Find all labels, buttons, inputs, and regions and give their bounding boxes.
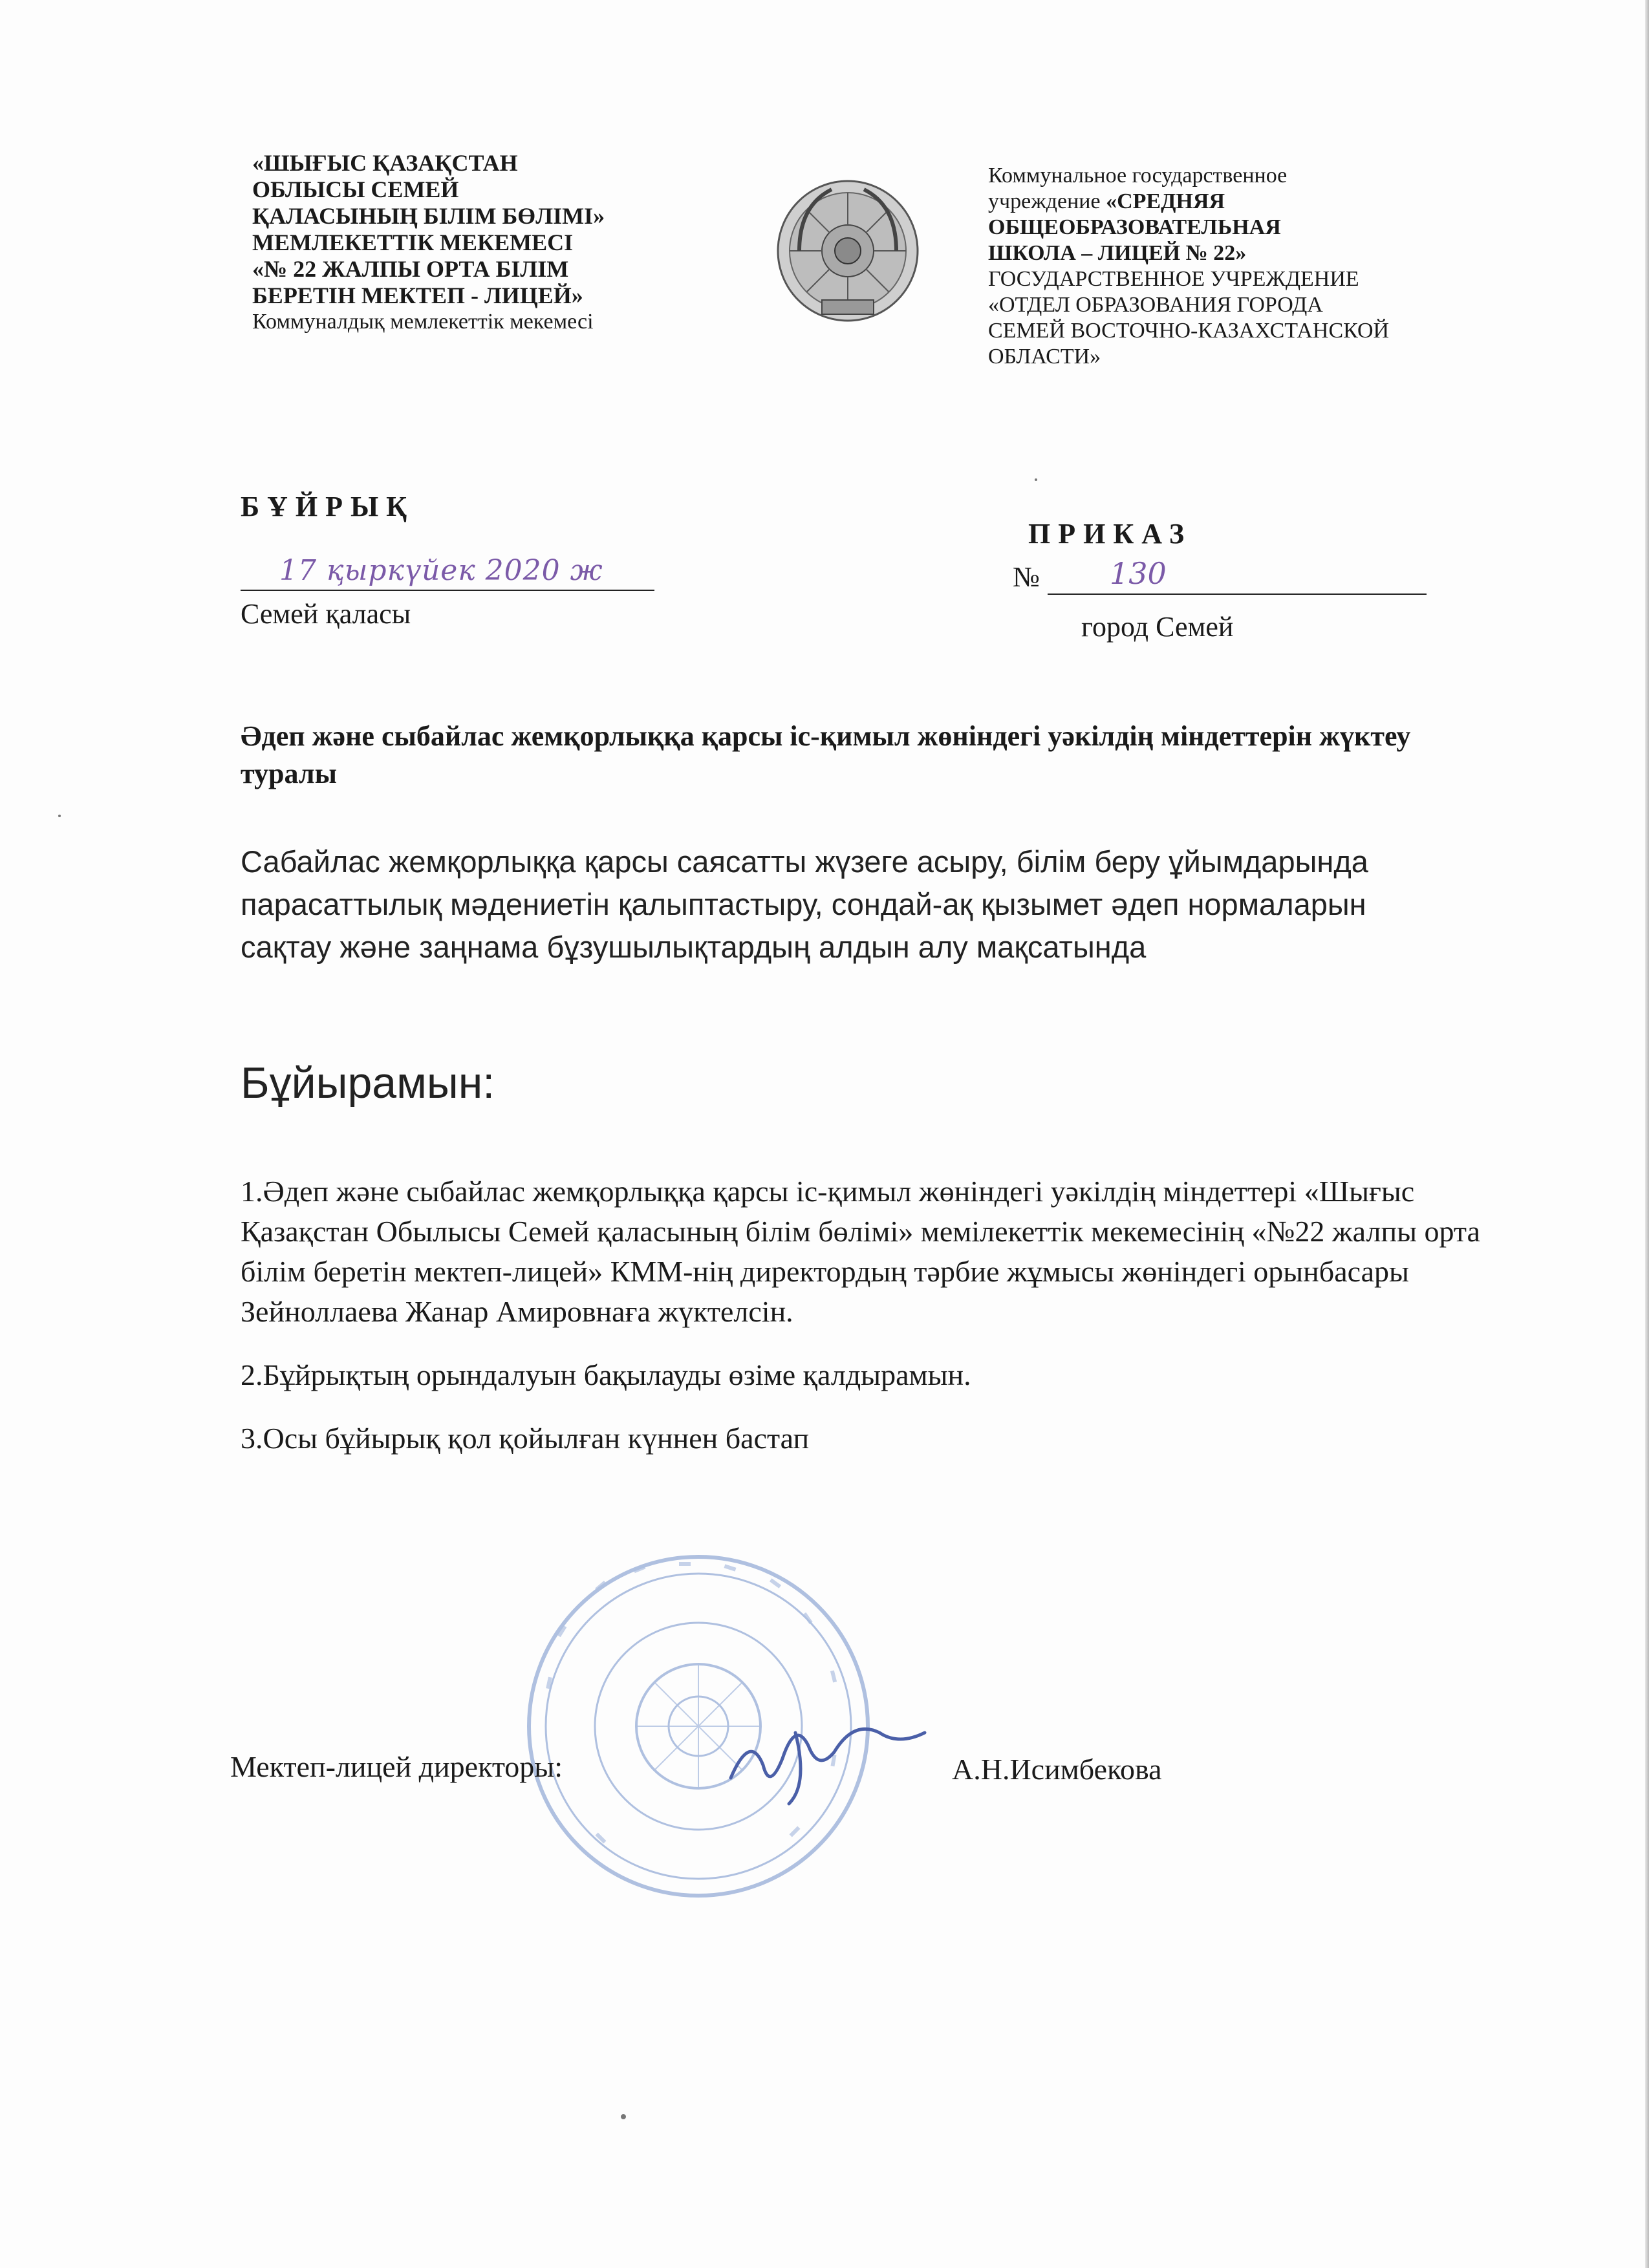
order-title-kz: БҰЙРЫҚ bbox=[241, 491, 415, 522]
header-right-line: СЕМЕЙ ВОСТОЧНО-КАЗАХСТАНСКОЙ bbox=[988, 319, 1390, 343]
header-right-line: ОБЛАСТИ» bbox=[988, 345, 1101, 369]
order-item: 1.Әдеп және сыбайлас жемқорлыққа қарсы іс-қимыл жөніндегі уәкілдің міндеттері «Шығыс Қазақстан Обылысы Семей қаласының білім бөлімі» мемілекеттік мекемесінің «№22 жалпы орта білім беретін мектеп-лицей» КММ-нің директордың тәрбие жұмысы жөніндегі орынбасары Зейноллаева Жанар Амировнаға жүктелсін. bbox=[241, 1175, 1480, 1328]
scan-speck bbox=[58, 815, 61, 817]
header-right-line: ГОСУДАРСТВЕННОЕ УЧРЕЖДЕНИЕ bbox=[988, 267, 1359, 291]
header-right-line: ШКОЛА – ЛИЦЕЙ № 22» bbox=[988, 241, 1247, 265]
header-left-line: ОБЛЫСЫ СЕМЕЙ bbox=[252, 177, 459, 202]
city-ru: город Семей bbox=[1081, 611, 1234, 643]
header-right-line: Коммунальное государственное bbox=[988, 164, 1288, 187]
header-right-line bbox=[988, 189, 1544, 215]
order-subject: Әдеп және сыбайлас жемқорлыққа қарсы іс-қимыл жөніндегі уәкілдің міндеттерін жүктеу туралы bbox=[241, 720, 1411, 789]
scan-speck bbox=[1035, 478, 1037, 481]
header-left-line: ҚАЛАСЫНЫҢ БІЛІМ БӨЛІМІ» bbox=[252, 203, 605, 229]
order-items bbox=[241, 1171, 1489, 1482]
order-title-ru: ПРИКАЗ bbox=[1028, 518, 1192, 550]
order-date-handwritten: 17 қыркүйек 2020 ж bbox=[279, 554, 603, 587]
header-left-line: «ШЫҒЫС ҚАЗАҚСТАН bbox=[252, 150, 518, 176]
header-left-line: «№ 22 ЖАЛПЫ ОРТА БІЛІМ bbox=[252, 256, 569, 282]
header-right-ru bbox=[988, 163, 1544, 370]
kazakhstan-state-emblem-icon bbox=[773, 173, 922, 328]
decree-word: Бұйырамын: bbox=[241, 1058, 495, 1107]
order-preamble: Сабайлас жемқорлыққа қарсы саясатты жүзеге асыру, білім беру ұйымдарында парасаттылық мәдениетін қалыптастыру, сондай-ақ қызымет әдеп нормаларын сақтау және заңнама бұзушылықтардың алдын алу мақсатында bbox=[241, 844, 1368, 964]
header-right-prefix: учреждение bbox=[988, 189, 1106, 213]
header-right-line: «ОТДЕЛ ОБРАЗОВАНИЯ ГОРОДА bbox=[988, 293, 1323, 317]
header-left-line: БЕРЕТІН МЕКТЕП - ЛИЦЕЙ» bbox=[252, 283, 583, 308]
order-item: 3.Осы бұйырық қол қойылған күннен бастап bbox=[241, 1422, 810, 1455]
number-sign: № bbox=[1013, 561, 1040, 593]
order-date-field bbox=[241, 544, 654, 591]
header-right-bold: «СРЕДНЯЯ bbox=[1106, 189, 1225, 213]
header-left-line: Коммуналдық мемлекеттік мекемесі bbox=[252, 310, 594, 334]
header-right-line: ОБЩЕОБРАЗОВАТЕЛЬНАЯ bbox=[988, 215, 1281, 239]
header-left-kz bbox=[252, 150, 744, 335]
signature-label: Мектеп-лицей директоры: bbox=[230, 1750, 563, 1783]
number-underline bbox=[1048, 594, 1427, 595]
order-item: 2.Бұйрықтың орындалуын бақылауды өзіме қалдырамын. bbox=[241, 1358, 971, 1391]
signatory-name: А.Н.Исимбекова bbox=[952, 1753, 1162, 1786]
handwritten-signature bbox=[718, 1707, 938, 1810]
city-kz: Семей қаласы bbox=[241, 598, 411, 630]
header-left-line: МЕМЛЕКЕТТІК МЕКЕМЕСІ bbox=[252, 230, 574, 255]
order-number-field bbox=[1013, 555, 1427, 595]
scan-edge bbox=[1645, 0, 1649, 2268]
order-number-handwritten: 130 bbox=[1110, 556, 1167, 591]
scan-speck bbox=[621, 2114, 626, 2119]
